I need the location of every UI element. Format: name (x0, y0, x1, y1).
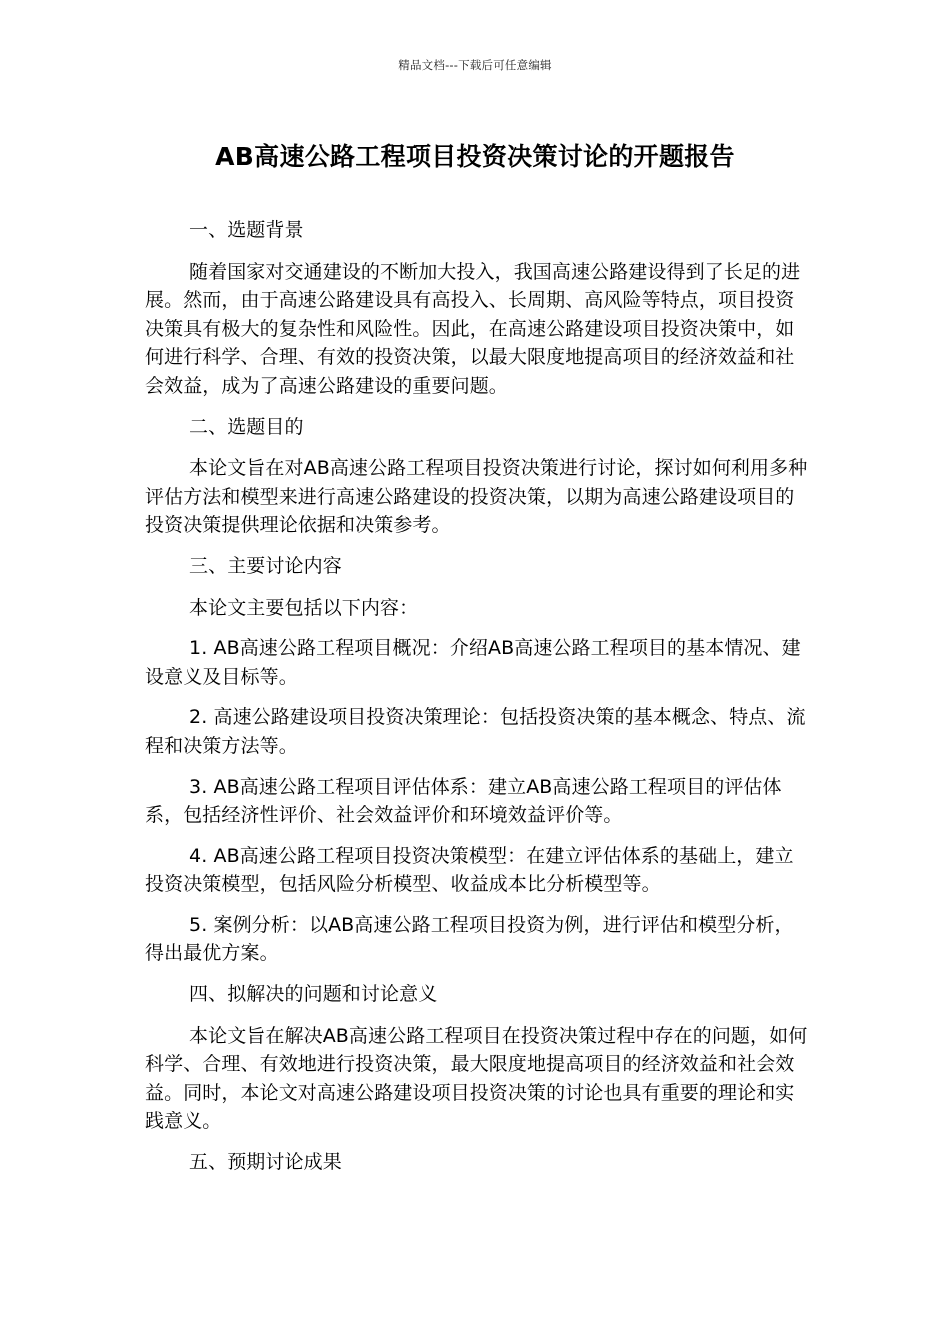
list-item: 4. AB高速公路工程项目投资决策模型：在建立评估体系的基础上，建立投资决策模型，包括风险分析模型、收益成本比分析模型等。 (145, 844, 794, 896)
document-title: AB高速公路工程项目投资决策讨论的开题报告 (215, 142, 735, 171)
list-item: 1. AB高速公路工程项目概况：介绍AB高速公路工程项目的基本情况、建设意义及目标等。 (145, 637, 801, 688)
section-heading: 一、选题背景 (189, 219, 304, 241)
section-heading: 三、主要讨论内容 (189, 554, 342, 577)
list-item: 2. 高速公路建设项目投资决策理论：包括投资决策的基本概念、特点、流程和决策方法等。 (145, 706, 806, 757)
section-heading: 四、拟解决的问题和讨论意义 (189, 983, 438, 1006)
document-body (145, 216, 809, 1190)
paragraph: 本论文旨在解决AB高速公路工程项目在投资决策过程中存在的问题，如何科学、合理、有效地进行投资决策，最大限度地提高项目的经济效益和社会效益。同时，本论文对高速公路建设项目投资决策的讨论也具有重要的理论和实践意义。 (145, 1024, 808, 1133)
section-heading: 二、选题目的 (189, 415, 304, 438)
list-item: 3. AB高速公路工程项目评估体系：建立AB高速公路工程项目的评估体系，包括经济性评价、社会效益评价和环境效益评价等。 (145, 775, 782, 827)
list-item: 5. 案例分析：以AB高速公路工程项目投资为例，进行评估和模型分析，得出最优方案。 (145, 913, 794, 965)
page-header: 精品文档---下载后可任意编辑 (398, 58, 552, 72)
section-heading: 五、预期讨论成果 (189, 1151, 342, 1174)
paragraph: 本论文旨在对AB高速公路工程项目投资决策进行讨论，探讨如何利用多种评估方法和模型来进行高速公路建设的投资决策，以期为高速公路建设项目的投资决策提供理论依据和决策参考。 (145, 457, 808, 537)
paragraph: 本论文主要包括以下内容： (189, 596, 419, 619)
paragraph: 随着国家对交通建设的不断加大投入，我国高速公路建设得到了长足的进展。然而，由于高速公路建设具有高投入、长周期、高风险等特点，项目投资决策具有极大的复杂性和风险性。因此，在高速公路建设项目投资决策中，如何进行科学、合理、有效的投资决策，以最大限度地提高项目的经济效益和社会效益，成为了高速公路建设的重要问题。 (145, 260, 801, 397)
